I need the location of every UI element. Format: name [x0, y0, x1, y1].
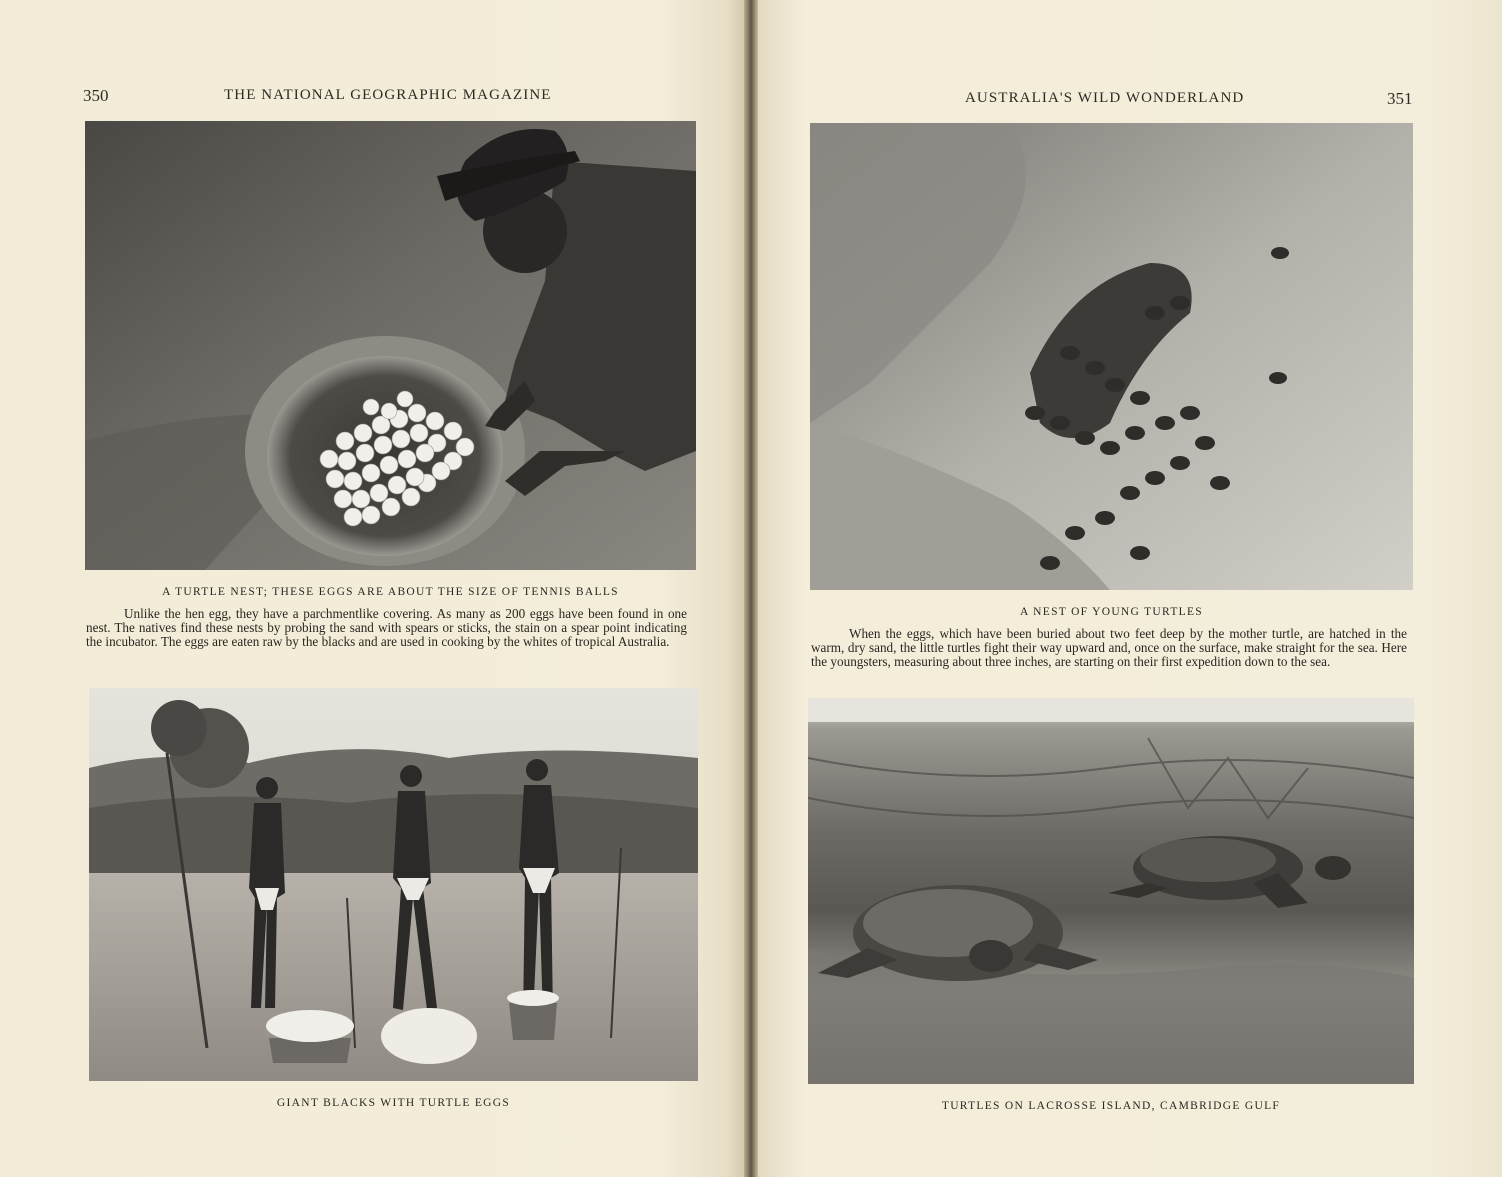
page-number: 350 [83, 86, 109, 105]
right-page [752, 0, 1502, 1177]
turtle-nest-photo [85, 121, 696, 570]
page-number: 351 [1387, 89, 1413, 108]
turtle-nest-caption-text: Unlike the hen egg, they have a parchmentlike covering. As many as 200 eggs have been found in one nest. The natives find these nests by probing the sand with spears or sticks, the stain on a spear point indicating the incubator. The eggs are eaten raw by the blacks and are used in cooking by the whites of tropical Australia. [86, 606, 687, 649]
book-gutter [744, 0, 758, 1177]
giant-blacks-photo [89, 688, 698, 1081]
young-turtles-photo [810, 123, 1413, 590]
running-head: AUSTRALIA'S WILD WONDERLAND [965, 90, 1245, 106]
young-turtles-caption-body [811, 627, 1407, 668]
young-turtles-caption-title: A NEST OF YOUNG TURTLES [1020, 606, 1203, 618]
lacrosse-turtles-caption-title: TURTLES ON LACROSSE ISLAND, CAMBRIDGE GULF [941, 1100, 1281, 1112]
running-head: THE NATIONAL GEOGRAPHIC MAGAZINE [224, 87, 552, 103]
lacrosse-turtles-photo [808, 698, 1414, 1084]
turtle-nest-caption-body [86, 607, 687, 648]
giant-blacks-caption-title: GIANT BLACKS WITH TURTLE EGGS [276, 1097, 511, 1109]
left-page [0, 0, 748, 1177]
turtle-nest-caption-title: A TURTLE NEST; THESE EGGS ARE ABOUT THE SIZE OF TENNIS BALLS [162, 586, 619, 598]
young-turtles-caption-text: When the eggs, which have been buried about two feet deep by the mother turtle, are hatched in the warm, dry sand, the little turtles fight their way upward and, once on the surface, make straight for the sea. Here the youngsters, measuring about three inches, are starting on their first expedition down to the sea. [811, 626, 1407, 669]
